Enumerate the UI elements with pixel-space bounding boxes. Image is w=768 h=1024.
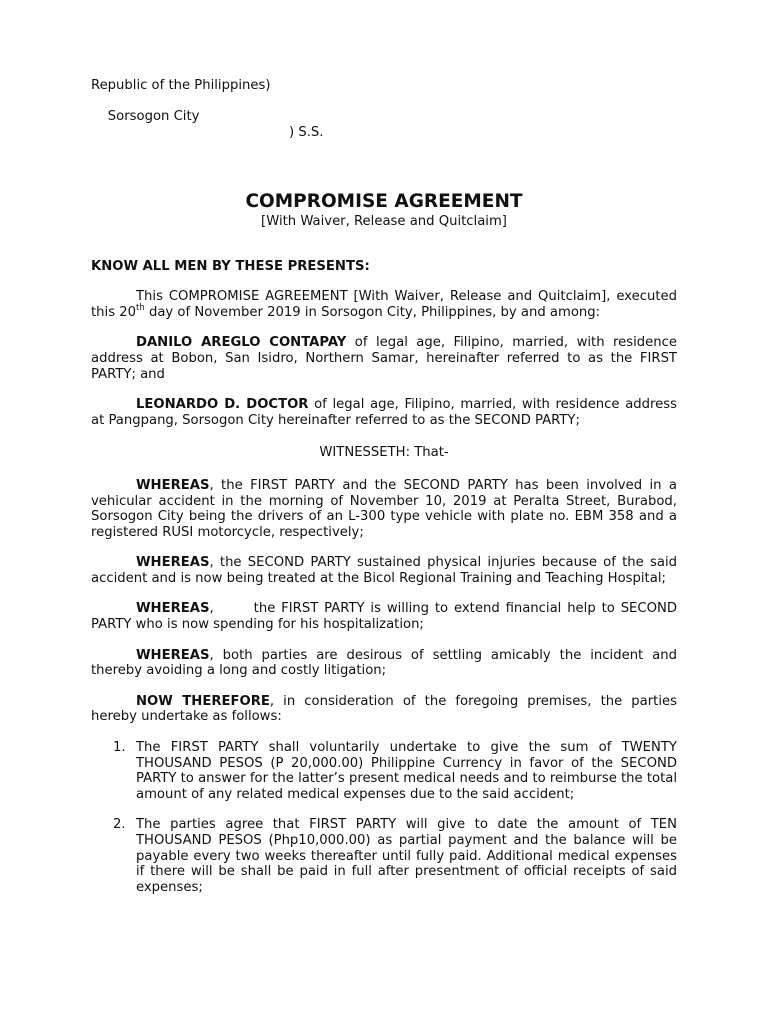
now-therefore-lead: NOW THEREFORE [136,693,270,709]
list-item-number: 2. [113,817,126,833]
document-title: COMPROMISE AGREEMENT [245,190,523,212]
first-party-paragraph [91,335,677,382]
whereas-lead: WHEREAS [136,477,210,493]
opening-phrase: KNOW ALL MEN BY THESE PRESENTS: [91,258,370,274]
whereas-text: , the FIRST PARTY and the SECOND PARTY has been involved in a vehicular accident in the morning of November 10, 2019 at Peralta Street, Burabod, Sorsogon City being the drivers of an L-300 type vehicle with plate no. EBM 358 and a registered RUSI motorcycle, respectively; [91,477,677,540]
witnesseth-heading: WITNESSETH: That- [319,445,449,461]
whereas-paragraph-1 [91,478,677,540]
list-item [91,817,677,895]
whereas-text: , both parties are desirous of settling amicably the incident and thereby avoiding a long and costly litigation; [91,647,677,679]
document-page [91,78,677,910]
jurisdiction-line-2 [91,94,677,156]
first-party-text: of legal age, Filipino, married, with residence address at Bobon, San Isidro, Northern Samar, hereinafter referred to as the FIRST PARTY; and [91,335,677,382]
list-item-number: 1. [113,740,126,756]
second-party-paragraph [91,397,677,428]
whereas-paragraph-4 [91,648,677,679]
jurisdiction-ss: ) S.S. [289,124,324,140]
intro-text-b: day of November 2019 in Sorsogon City, Philippines, by and among: [144,304,601,320]
now-therefore-text: , in consideration of the foregoing premises, the parties hereby undertake as follows: [91,693,677,725]
intro-text-a: This COMPROMISE AGREEMENT [With Waiver, Release and Quitclaim], executed this 20 [91,289,677,320]
first-party-name: DANILO AREGLO CONTAPAY [136,335,347,351]
jurisdiction-line-1: Republic of the Philippines) [91,78,271,93]
undertakings-list [91,740,677,895]
whereas-paragraph-3: WHEREAS, the FIRST PARTY is willing to extend financial help to SECOND PARTY who is now spending for his hospitalization; [91,601,677,633]
whereas-text: the FIRST PARTY is willing to extend financial help to SECOND PARTY who is now spending for his hospitalization; [91,601,677,633]
whereas-lead: WHEREAS [136,555,210,571]
document-subtitle: [With Waiver, Release and Quitclaim] [261,213,507,229]
list-item [91,740,677,802]
whereas-paragraph-2 [91,555,677,586]
whereas-lead: WHEREAS [136,601,210,617]
whereas-text: , the SECOND PARTY sustained physical injuries because of the said accident and is now being treated at the Bicol Regional Training and Teaching Hospital; [91,555,677,586]
list-item-text: The FIRST PARTY shall voluntarily undertake to give the sum of TWENTY THOUSAND PESOS (P 20,000.00) Philippine Currency in favor of the SECOND PARTY to answer for the latter’s present medical needs and to reimburse the total amount of any related medical expenses due to the said accident; [136,740,677,802]
now-therefore-paragraph [91,694,677,725]
list-item-text: The parties agree that FIRST PARTY will give to date the amount of TEN THOUSAND PESOS (Php10,000.00) as partial payment and the balance will be payable every two weeks thereafter until fully paid. Additional medical expenses if there will be shall be paid in full after presentment of official receipts of said expenses; [136,817,677,895]
jurisdiction-city: Sorsogon City [107,109,200,125]
second-party-name: LEONARDO D. DOCTOR [136,397,309,413]
whereas-lead: WHEREAS [136,647,210,663]
intro-ordinal-suffix: th [136,302,145,313]
intro-paragraph [91,289,677,320]
second-party-text: of legal age, Filipino, married, with residence address at Pangpang, Sorsogon City hereinafter referred to as the SECOND PARTY; [91,397,677,428]
